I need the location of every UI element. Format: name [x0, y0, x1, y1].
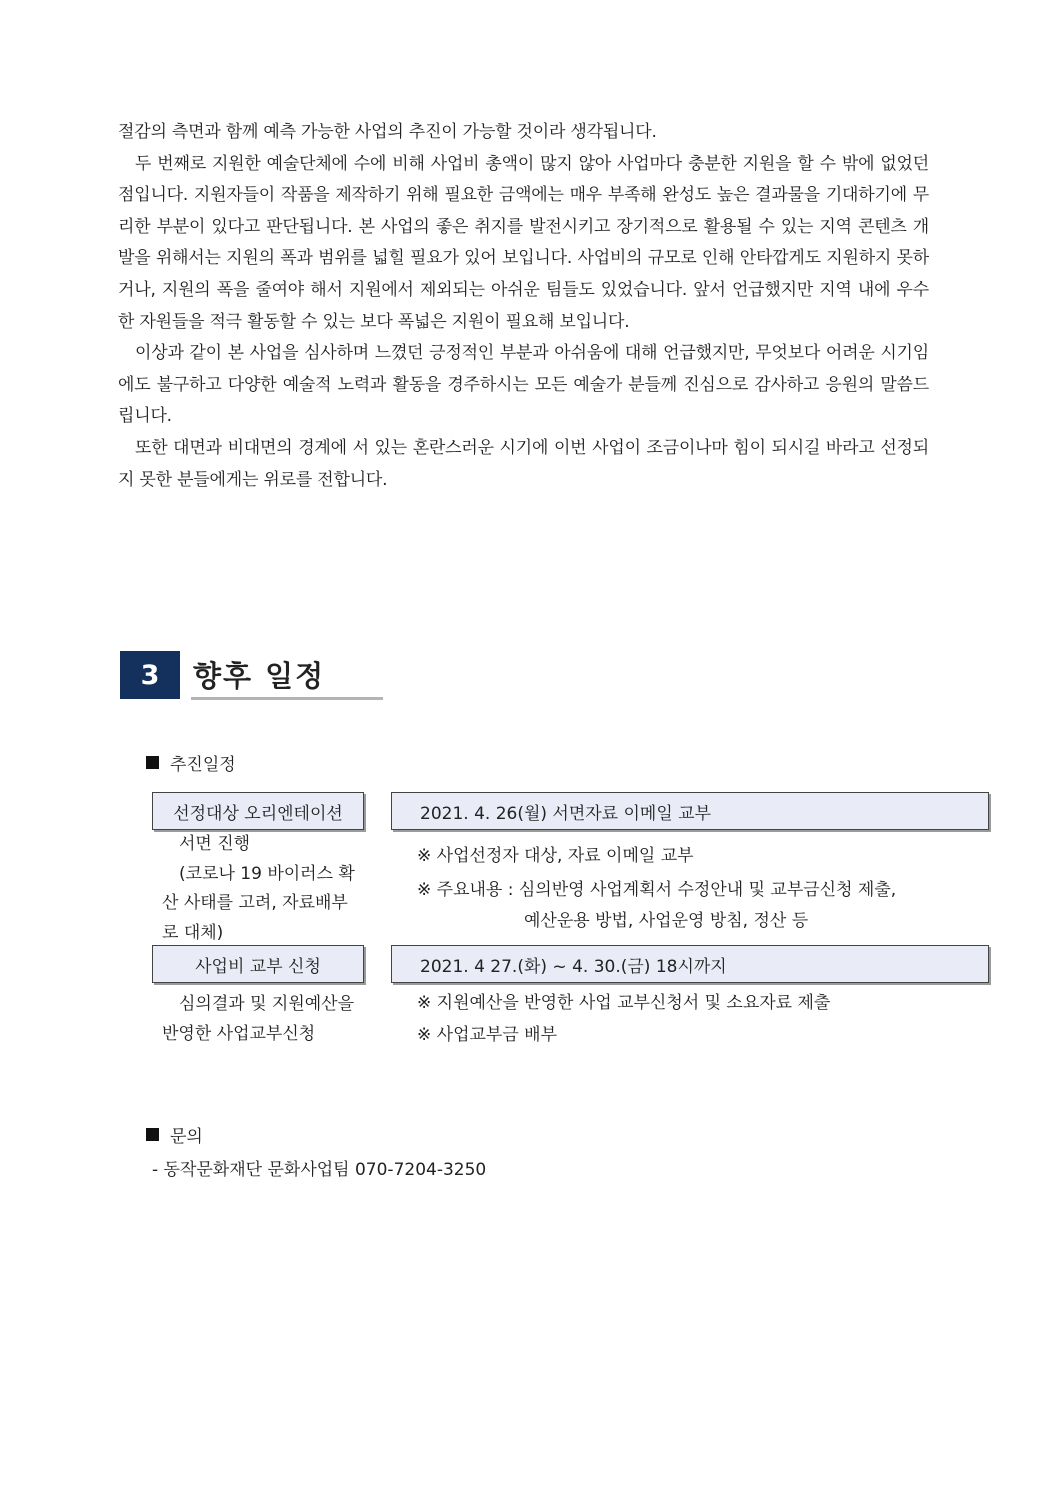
step-label: 사업비 교부 신청 — [195, 956, 321, 977]
schedule-date-orientation — [391, 792, 989, 830]
description-line: (코로나 19 바이러스 확 — [179, 863, 355, 884]
schedule-heading — [146, 750, 236, 775]
description-line: 심의결과 및 지원예산을 — [179, 994, 355, 1014]
description-line: 로 대체) — [162, 922, 224, 943]
step-note: ※ 사업선정자 대상, 자료 이메일 교부 — [417, 846, 694, 866]
step-date: 2021. 4. 26(월) 서면자료 이메일 교부 — [420, 803, 712, 824]
contact-heading-label: 문의 — [170, 1127, 203, 1147]
description-line: 서면 진행 — [179, 834, 251, 854]
contact-heading — [146, 1122, 203, 1147]
step-description — [162, 990, 367, 1049]
schedule-step-orientation — [152, 792, 364, 830]
paragraph: 이상과 같이 본 사업을 심사하며 느꼈던 긍정적인 부분과 아쉬움에 대해 언급했지만, 무엇보다 어려운 시기임에도 불구하고 다양한 예술적 노력과 활동을 경주하시는 모든 예술가 분들께 진심으로 감사하고 응원의 말씀드립니다. — [118, 343, 929, 427]
schedule-date-budget-request — [391, 945, 989, 983]
description-line: 산 사태를 고려, 자료배부 — [162, 893, 348, 913]
schedule-step-budget-request — [152, 945, 364, 983]
paragraph: 절감의 측면과 함께 예측 가능한 사업의 추진이 가능할 것이라 생각됩니다. — [118, 122, 657, 142]
step-note: ※ 주요내용 : 심의반영 사업계획서 수정안내 및 교부금신청 제출, — [417, 880, 897, 900]
description-line: 반영한 사업교부신청 — [162, 1023, 316, 1044]
paragraph: 또한 대면과 비대면의 경계에 서 있는 혼란스러운 시기에 이번 사업이 조금이나마 힘이 되시길 바라고 선정되지 못한 분들에게는 위로를 전합니다. — [118, 437, 929, 490]
contact-line: - 동작문화재단 문화사업팀 070-7204-3250 — [152, 1160, 487, 1180]
square-bullet-icon — [146, 1128, 159, 1141]
square-bullet-icon — [146, 756, 159, 769]
step-note: ※ 지원예산을 반영한 사업 교부신청서 및 소요자료 제출 — [417, 993, 831, 1013]
step-label: 선정대상 오리엔테이션 — [173, 803, 343, 824]
paragraph: 두 번째로 지원한 예술단체에 수에 비해 사업비 총액이 많지 않아 사업마다 충분한 지원을 할 수 밖에 없었던 점입니다. 지원자들이 작품을 제작하기 위해 필요한 금액에는 매우 부족해 완성도 높은 결과물을 기대하기에 무리한 부분이 있다고 판단됩니다. 본 사업의 좋은 취지를 발전시키고 장기적으로 활용될 수 있는 지역 콘텐츠 개발을 위해서는 지원의 폭과 범위를 넓힐 필요가 있어 보입니다. 사업비의 규모로 인해 안타깝게도 지원하지 못하거나, 지원의 폭을 줄여야 해서 지원에서 제외되는 아쉬운 팀들도 있었습니다. 앞서 언급했지만 지역 내에 우수한 자원들을 적극 활동할 수 있는 보다 폭넓은 지원이 필요해 보입니다. — [118, 153, 929, 332]
section-number: 3 — [120, 651, 180, 699]
step-description — [162, 830, 367, 948]
schedule-heading-label: 추진일정 — [170, 755, 236, 775]
section-title: 향후 일정 — [193, 659, 326, 693]
step-note: ※ 사업교부금 배부 — [417, 1025, 558, 1045]
body-text — [118, 117, 929, 496]
step-date: 2021. 4 27.(화) ~ 4. 30.(금) 18시까지 — [420, 956, 727, 977]
step-note: 예산운용 방법, 사업운영 방침, 정산 등 — [524, 911, 809, 931]
section-title-underline — [191, 697, 383, 700]
